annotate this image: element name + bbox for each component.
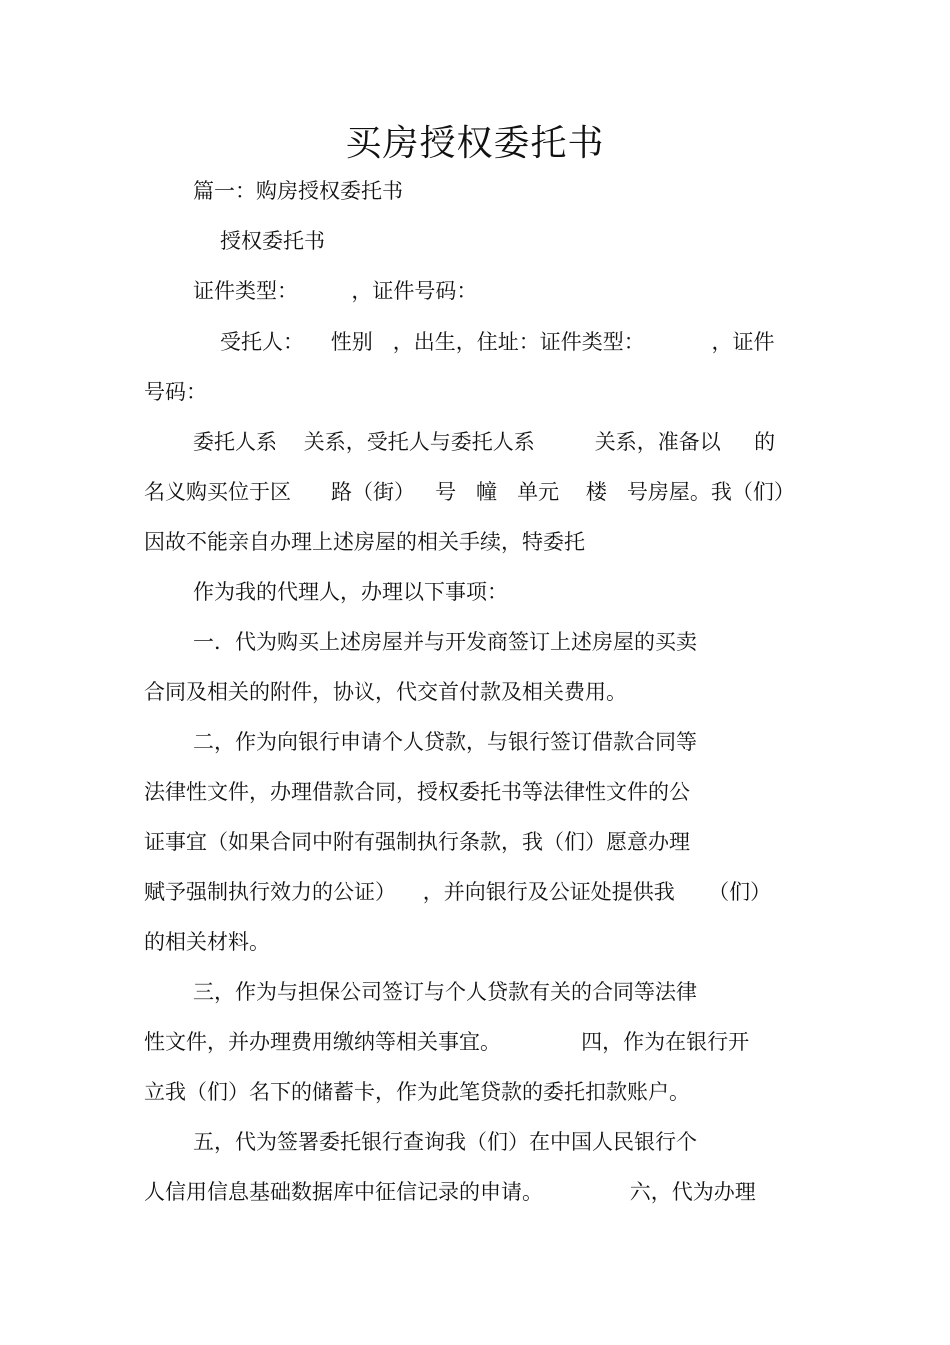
paragraph-line: 一．代为购买上述房屋并与开发商签订上述房屋的买卖 [193,630,697,654]
paragraph-line: 因故不能亲自办理上述房屋的相关手续，特委托 [144,530,585,554]
paragraph-line: 合同及相关的附件，协议，代交首付款及相关费用。 [144,680,627,704]
paragraph-line: 名义购买位于区 路（街） 号 幢 单元 楼 号房屋。我（们） [144,480,795,504]
paragraph-line: 证件类型： ，证件号码： [193,279,478,303]
paragraph-line: 立我（们）名下的储蓄卡，作为此笔贷款的委托扣款账户。 [144,1080,690,1104]
subheading: 授权委托书 [220,229,325,253]
document-title: 买房授权委托书 [345,123,605,164]
paragraph-line: 赋予强制执行效力的公证） ，并向银行及公证处提供我 （们） [144,880,772,904]
paragraph-line: 五，代为签署委托银行查询我（们）在中国人民银行个 [193,1130,697,1154]
paragraph-line: 证事宜（如果合同中附有强制执行条款，我（们）愿意办理 [144,830,690,854]
paragraph-line: 法律性文件，办理借款合同，授权委托书等法律性文件的公 [144,780,690,804]
paragraph-line: 作为我的代理人，办理以下事项： [193,580,508,604]
paragraph-line: 受托人： 性别 ，出生，住址：证件类型： ，证件 [220,330,775,354]
section-heading: 篇一：购房授权委托书 [193,179,403,203]
paragraph-line: 三，作为与担保公司签订与个人贷款有关的合同等法律 [193,980,697,1004]
paragraph-line: 性文件，并办理费用缴纳等相关事宜。 四，作为在银行开 [144,1030,750,1054]
paragraph-line: 二，作为向银行申请个人贷款，与银行签订借款合同等 [193,730,697,754]
paragraph-line: 委托人系 关系，受托人与委托人系 关系，准备以 的 [193,430,776,454]
paragraph-line: 人信用信息基础数据库中征信记录的申请。 六，代为办理 [144,1180,756,1204]
paragraph-line: 的相关材料。 [144,930,270,954]
paragraph-line: 号码： [144,380,207,404]
